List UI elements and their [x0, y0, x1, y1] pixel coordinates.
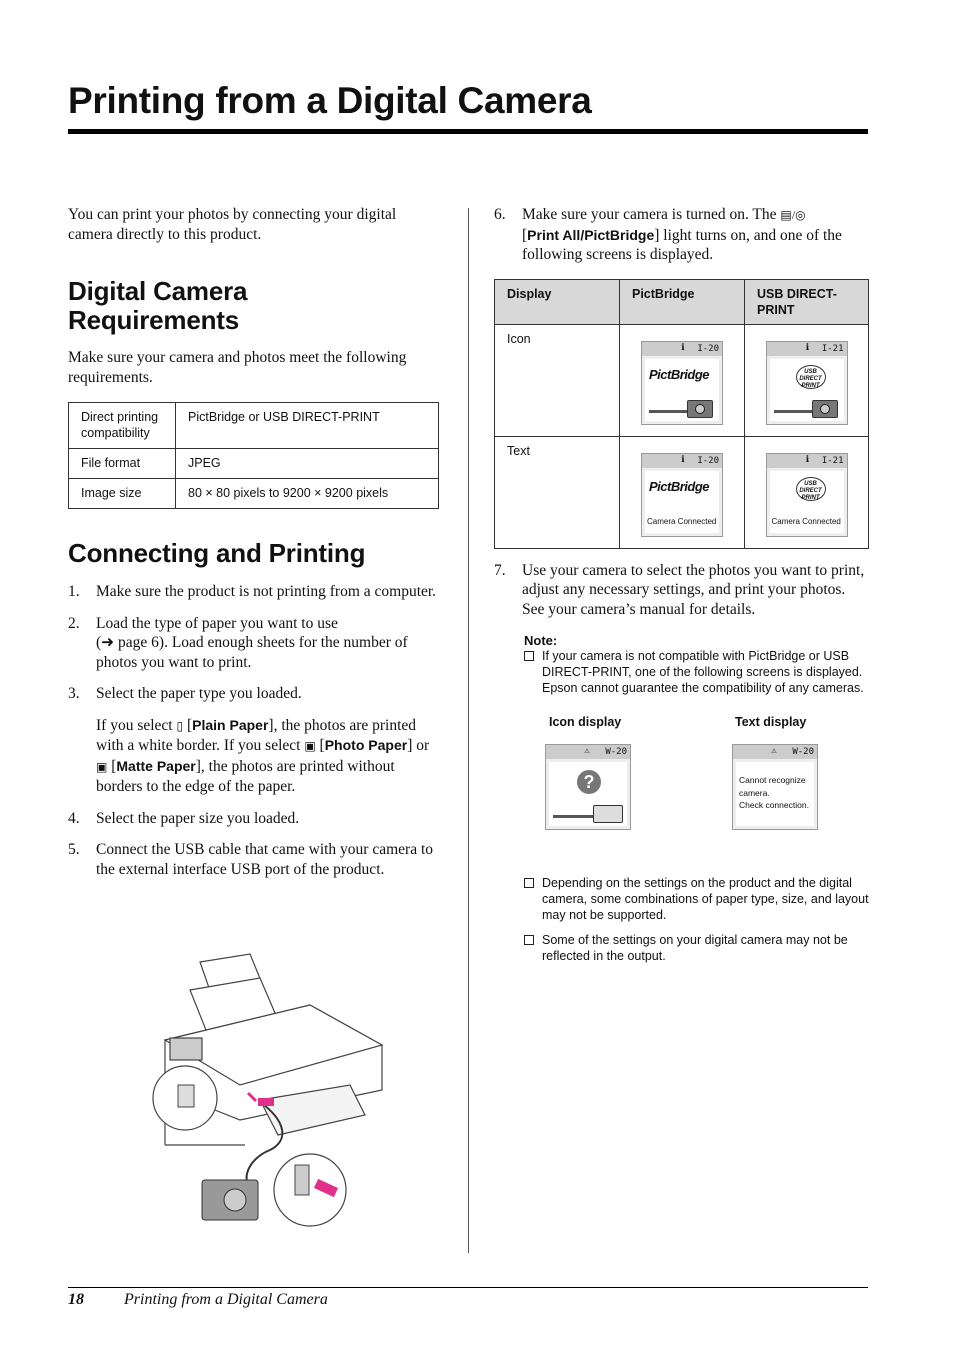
row-label: Icon — [495, 324, 620, 436]
warning-icon: ⚠ — [771, 746, 777, 756]
page-footer — [68, 1291, 328, 1309]
usb-plug-printer — [258, 1098, 274, 1106]
pictbridge-icon-screen-cell — [620, 324, 745, 436]
bullet-box-icon — [524, 651, 534, 661]
requirement-value: JPEG — [176, 449, 439, 479]
right-column — [494, 205, 869, 964]
list-item: 4. Select the paper size you loaded. — [68, 809, 300, 827]
printer-connection-illustration — [150, 950, 390, 1230]
list-item: 6. Make sure your camera is turned on. The ▤/◎ [Print All/PictBridge] light turns on, and one of the following screens is displayed. — [494, 206, 842, 263]
steps-list-right — [494, 205, 869, 265]
photo-paper-icon: ▣ — [304, 739, 316, 753]
note-bullet: Some of the settings on your digital camera may not be reflected in the output. — [524, 932, 869, 964]
requirement-value: 80 × 80 pixels to 9200 × 9200 pixels — [176, 479, 439, 509]
requirement-label: Direct printing compatibility — [69, 403, 176, 449]
header-pictbridge: PictBridge — [620, 279, 745, 324]
icon-display-label: Icon display — [549, 715, 622, 729]
matte-paper-option: Matte Paper — [116, 757, 196, 774]
title-rule — [68, 129, 868, 134]
error-text-line3: Check connection. — [739, 800, 809, 810]
camera-icon — [812, 400, 838, 418]
table-row — [495, 436, 869, 548]
info-icon: ℹ — [681, 454, 685, 465]
page-title: Printing from a Digital Camera — [68, 80, 592, 121]
requirement-label: File format — [69, 449, 176, 479]
camera-connected-text: Camera Connected — [771, 516, 841, 526]
requirements-heading-line1: Digital Camera — [68, 276, 248, 306]
footer-section: Printing from a Digital Camera — [124, 1291, 328, 1308]
usb-direct-print-logo: USB DIRECT PRINT — [796, 477, 826, 501]
step3-detail: If you select ▯ [Plain Paper], the photos are printed with a white border. If you select ▣ [Photo Paper] or ▣ [Matte Paper], the photos are printed without borders to the edge of the paper. — [96, 716, 430, 795]
list-item: 3. Select the paper type you loaded. If you select ▯ [Plain Paper], the photos are printed with a white border. If you select ▣ [Photo Paper] or ▣ [Matte Paper], the photos are printed without borders to the edge of the paper. — [68, 684, 440, 797]
error-icon-screen: ⚠ W-20 ? — [545, 744, 631, 830]
text-display-label: Text display — [735, 715, 807, 729]
table-row — [69, 449, 439, 479]
table-row — [69, 479, 439, 509]
plain-paper-icon: ▯ — [176, 718, 184, 733]
pictbridge-text-screen-cell — [620, 436, 745, 548]
error-text-screen: ⚠ W-20 Cannot recognize camera. Check connection. — [732, 744, 818, 830]
matte-paper-icon: ▣ — [96, 759, 108, 774]
warning-icon: ⚠ — [584, 746, 590, 756]
requirement-value: PictBridge or USB DIRECT-PRINT — [176, 403, 439, 449]
steps-list-right-2 — [494, 561, 869, 620]
table-row — [495, 324, 869, 436]
usb-direct-print-logo: USB DIRECT PRINT — [796, 365, 826, 389]
table-row — [69, 403, 439, 449]
connecting-heading: Connecting and Printing — [68, 538, 366, 568]
usb-icon-screen: ℹ I-21 USB DIRECT PRINT — [766, 341, 848, 425]
pictbridge-icon-screen: ℹ I-20 PictBridge — [641, 341, 723, 425]
error-text-line2: camera. — [739, 787, 770, 798]
camera-icon — [687, 400, 713, 418]
footer-rule — [68, 1287, 868, 1288]
list-item: 1. Make sure the product is not printing from a computer. — [68, 583, 437, 600]
table-header-row — [495, 279, 869, 324]
print-all-icon: ▤/◎ — [780, 208, 806, 222]
row-label: Text — [495, 436, 620, 548]
question-icon: ? — [577, 770, 601, 794]
plain-paper-option: Plain Paper — [192, 716, 269, 733]
info-icon: ℹ — [681, 342, 685, 353]
unknown-device-icon — [593, 805, 623, 823]
column-divider — [468, 208, 469, 1253]
usb-text-screen: ℹ I-21 USB DIRECT PRINT Camera Connected — [766, 453, 848, 537]
header-usb-direct-print: USB DIRECT-PRINT — [745, 279, 869, 324]
intro-text: You can print your photos by connecting your digital camera directly to this product. — [68, 206, 397, 243]
pictbridge-logo: PictBridge — [649, 478, 710, 494]
usb-icon-screen-cell — [745, 324, 869, 436]
usb-text-screen-cell — [745, 436, 869, 548]
error-text-line1: Cannot recognize — [739, 775, 806, 785]
bullet-box-icon — [524, 935, 534, 945]
usb-port-detail — [178, 1085, 194, 1107]
pictbridge-logo: PictBridge — [649, 366, 710, 382]
photo-paper-option: Photo Paper — [324, 737, 408, 753]
pictbridge-text-screen: ℹ I-20 PictBridge Camera Connected — [641, 453, 723, 537]
header-display: Display — [495, 279, 620, 324]
list-item: 7. Use your camera to select the photos you want to print, adjust any necessary settings, and print your photos. See your camera’s manual for details. — [494, 561, 865, 618]
page-number: 18 — [68, 1291, 84, 1308]
camera-connected-text: Camera Connected — [647, 516, 717, 526]
requirements-heading — [68, 277, 440, 335]
info-icon: ℹ — [805, 342, 810, 353]
steps-list — [68, 582, 440, 879]
requirement-label: Image size — [69, 479, 176, 509]
list-item: 5. Connect the USB cable that came with your camera to the external interface USB port of the product. — [68, 841, 434, 878]
left-column — [68, 205, 440, 879]
note-block — [524, 633, 869, 964]
print-all-pictbridge-button: Print All/PictBridge — [527, 226, 655, 243]
list-item: 2. Load the type of paper you want to use (➜ page 6). Load enough sheets for the number of photos you want to print. — [68, 614, 408, 671]
note-title: Note: — [524, 633, 558, 648]
bullet-box-icon — [524, 878, 534, 888]
display-table — [494, 279, 869, 549]
requirements-intro: Make sure your camera and photos meet the following requirements. — [68, 349, 407, 386]
requirements-table — [68, 402, 439, 509]
note-bullet: If your camera is not compatible with PictBridge or USB DIRECT-PRINT, one of the following screens is displayed. Epson cannot guarantee the compatibility of any cameras. — [524, 648, 869, 696]
requirements-heading-line2: Requirements — [68, 305, 239, 335]
error-screens — [524, 706, 869, 851]
info-icon: ℹ — [805, 454, 810, 465]
note-bullet: Depending on the settings on the product and the digital camera, some combinations of paper type, size, and layout may not be supported. — [524, 875, 869, 923]
